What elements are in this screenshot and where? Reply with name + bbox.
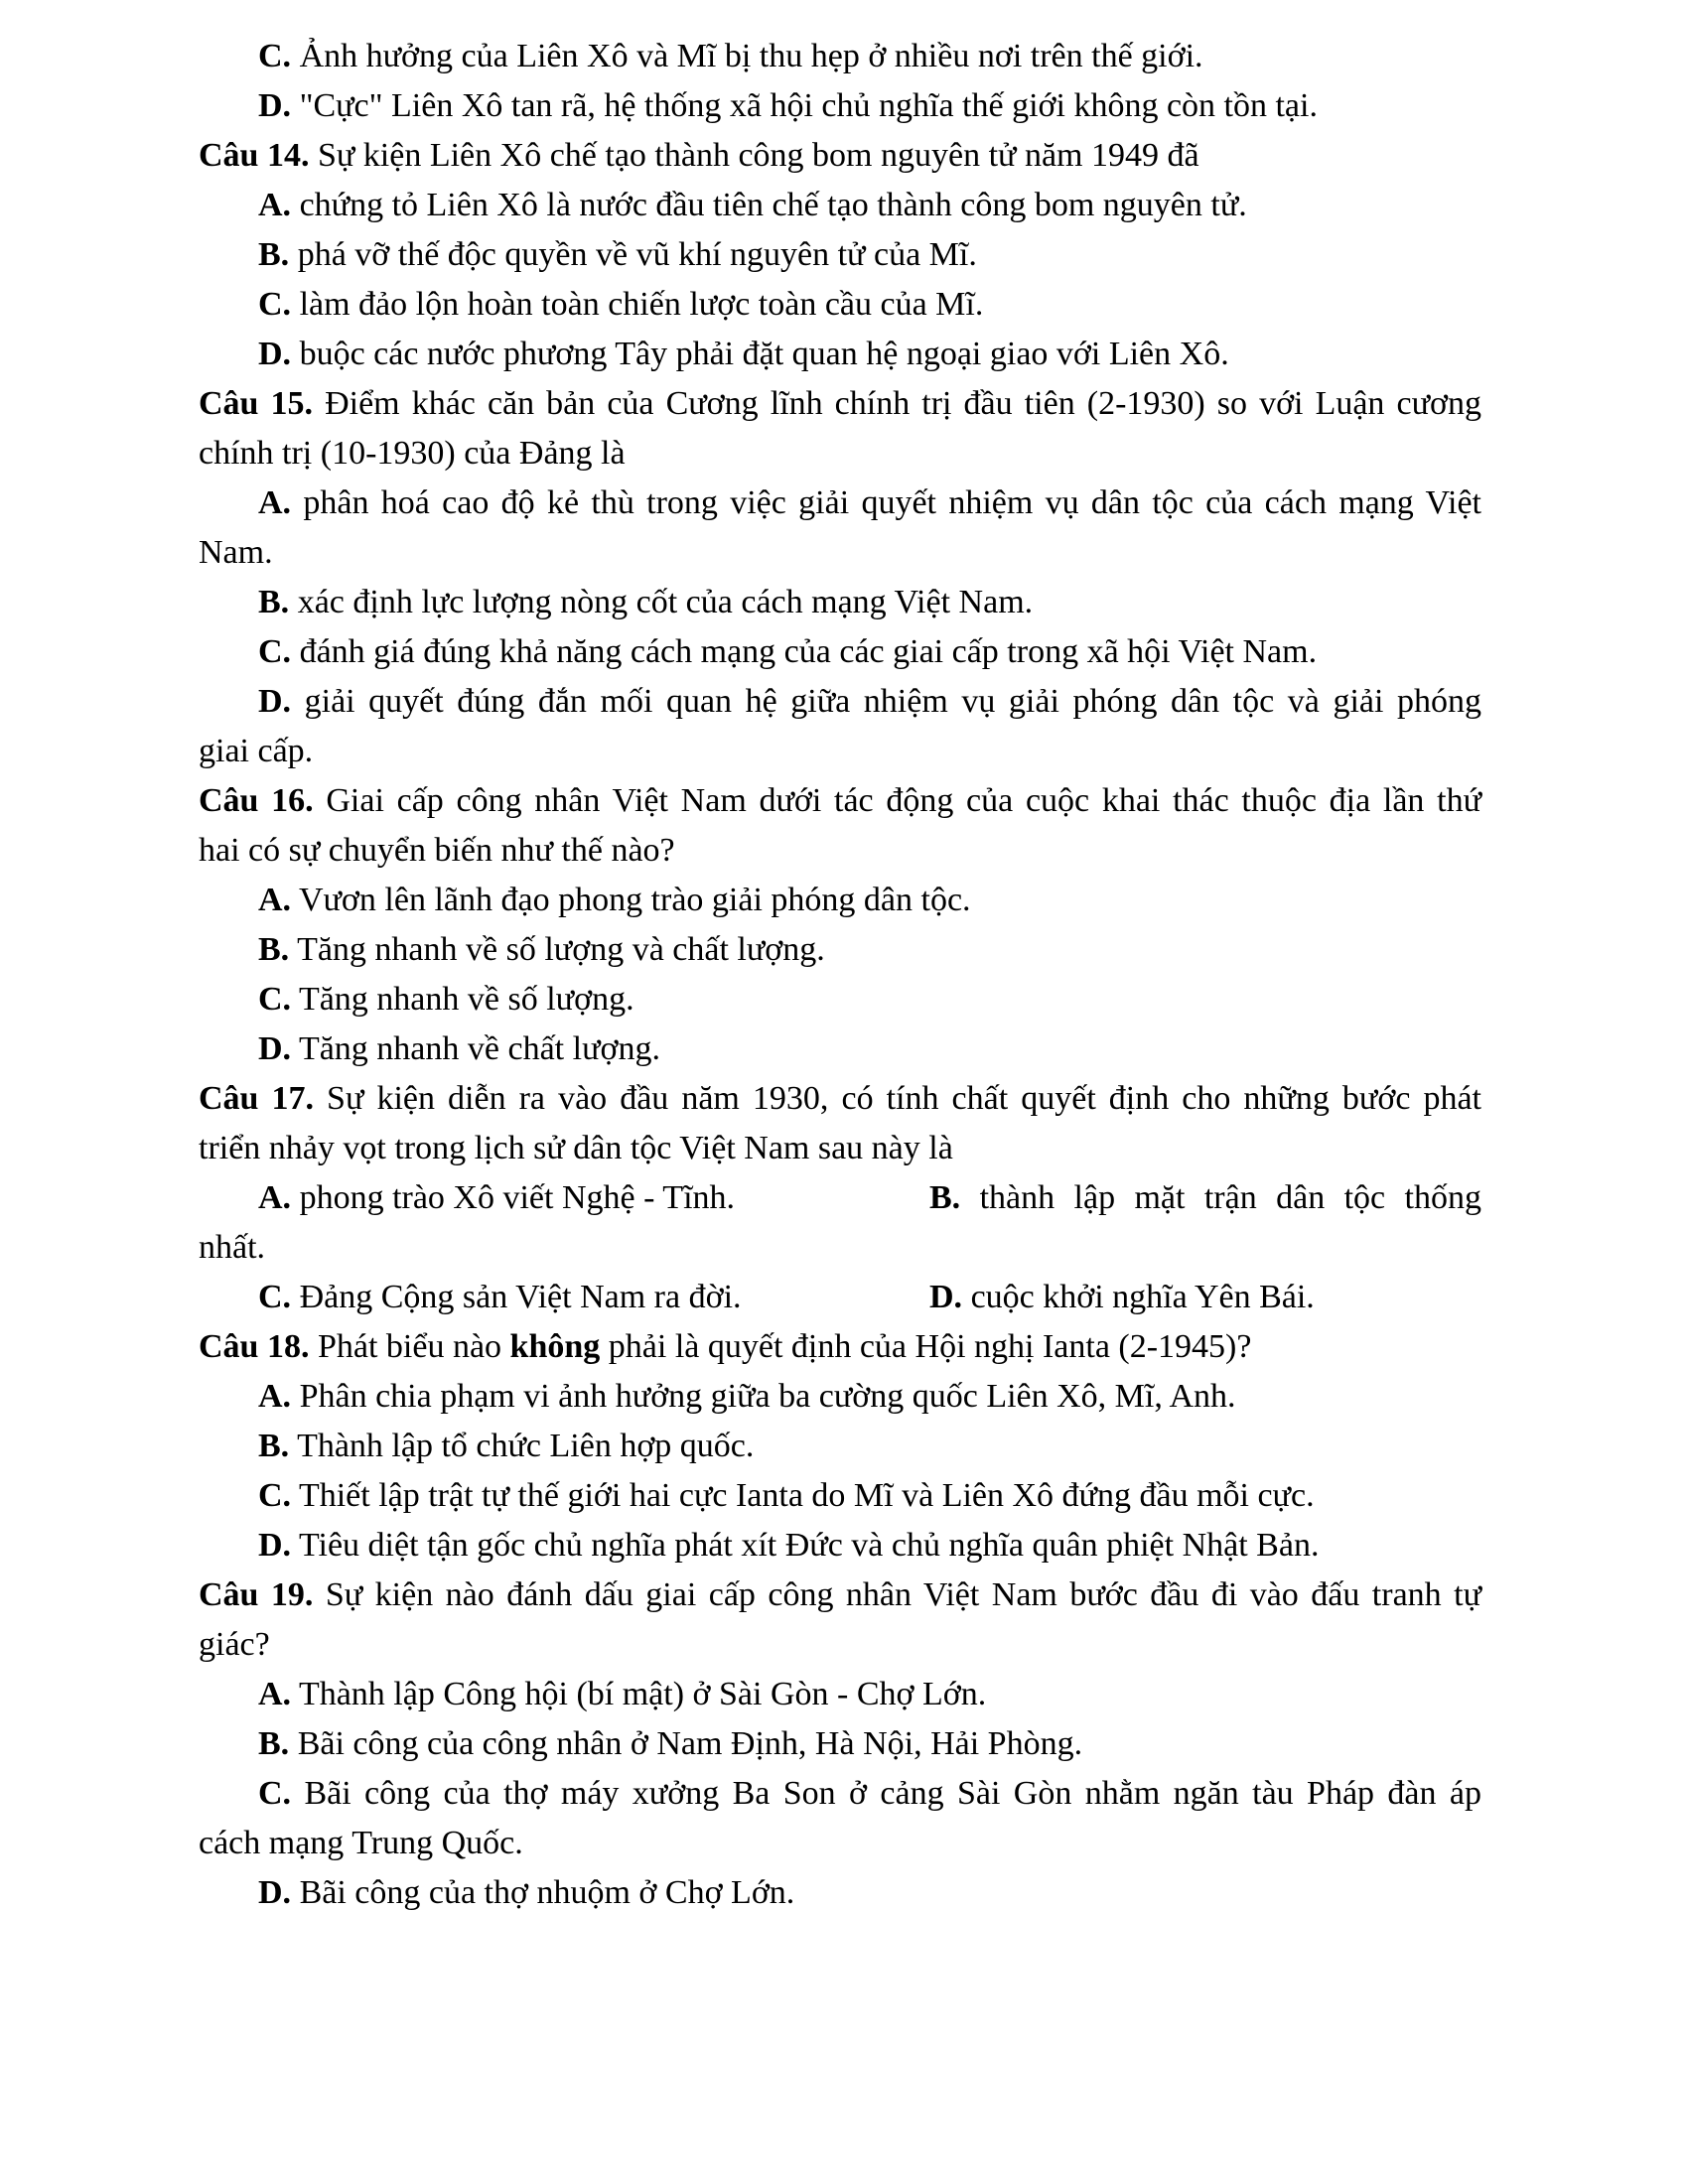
option-b: B. phá vỡ thế độc quyền về vũ khí nguyên tử của Mĩ. — [258, 236, 977, 273]
question-19-stem: Câu 19. Sự kiện nào đánh dấu giai cấp công nhân Việt Nam bước đầu đi vào đấu tranh tự — [199, 1576, 1481, 1613]
option-c: C. làm đảo lộn hoàn toàn chiến lược toàn cầu của Mĩ. — [258, 286, 984, 323]
option-d: D. Bãi công của thợ nhuộm ở Chợ Lớn. — [258, 1874, 795, 1911]
question-15-stem: Câu 15. Điểm khác căn bản của Cương lĩnh chính trị đầu tiên (2-1930) so với Luận cương — [199, 385, 1481, 422]
question-19-stem-cont: giác? — [199, 1626, 270, 1663]
option-a: A. phong trào Xô viết Nghệ - Tĩnh. — [258, 1179, 736, 1216]
option-d: D. giải quyết đúng đắn mối quan hệ giữa nhiệm vụ giải phóng dân tộc và giải phóng — [258, 683, 1481, 720]
option-c: C. Tăng nhanh về số lượng. — [258, 981, 634, 1018]
option-b: B. Tăng nhanh về số lượng và chất lượng. — [258, 931, 825, 968]
option-c: C. Ảnh hưởng của Liên Xô và Mĩ bị thu hẹp ở nhiều nơi trên thế giới. — [258, 38, 1203, 74]
option-d: D. Tiêu diệt tận gốc chủ nghĩa phát xít Đức và chủ nghĩa quân phiệt Nhật Bản. — [258, 1527, 1320, 1564]
question-17-stem-cont: triển nhảy vọt trong lịch sử dân tộc Việt Nam sau này là — [199, 1130, 953, 1166]
option-b: B. Bãi công của công nhân ở Nam Định, Hà Nội, Hải Phòng. — [258, 1725, 1083, 1762]
option-c: C. Đảng Cộng sản Việt Nam ra đời. — [258, 1279, 742, 1315]
option-a-cont: Nam. — [199, 534, 273, 571]
option-b-cont: nhất. — [199, 1229, 266, 1266]
options-row-cd — [199, 1273, 1481, 1322]
option-d: D. "Cực" Liên Xô tan rã, hệ thống xã hội chủ nghĩa thế giới không còn tồn tại. — [258, 87, 1318, 124]
options-row-ab — [199, 1173, 1481, 1223]
question-14-stem: Câu 14. Sự kiện Liên Xô chế tạo thành công bom nguyên tử năm 1949 đã — [199, 137, 1199, 174]
option-a: A. phân hoá cao độ kẻ thù trong việc giải quyết nhiệm vụ dân tộc của cách mạng Việt — [258, 484, 1481, 521]
option-a: A. chứng tỏ Liên Xô là nước đầu tiên chế tạo thành công bom nguyên tử. — [258, 187, 1247, 223]
option-d-cont: giai cấp. — [199, 733, 314, 769]
option-d: D. buộc các nước phương Tây phải đặt quan hệ ngoại giao với Liên Xô. — [258, 336, 1229, 372]
question-15-stem-cont: chính trị (10-1930) của Đảng là — [199, 435, 626, 472]
option-a: A. Phân chia phạm vi ảnh hưởng giữa ba cường quốc Liên Xô, Mĩ, Anh. — [258, 1378, 1236, 1415]
option-b: B. thành lập mặt trận dân tộc thống — [929, 1179, 1481, 1216]
option-b: B. Thành lập tổ chức Liên hợp quốc. — [258, 1428, 755, 1464]
question-18-stem: Câu 18. Phát biểu nào không phải là quyết định của Hội nghị Ianta (2-1945)? — [199, 1328, 1252, 1365]
option-c-cont: cách mạng Trung Quốc. — [199, 1825, 523, 1861]
option-d: D. Tăng nhanh về chất lượng. — [258, 1030, 660, 1067]
option-a: A. Thành lập Công hội (bí mật) ở Sài Gòn - Chợ Lớn. — [258, 1676, 987, 1712]
option-c: C. Bãi công của thợ máy xưởng Ba Son ở cảng Sài Gòn nhằm ngăn tàu Pháp đàn áp — [258, 1775, 1481, 1812]
option-b: B. xác định lực lượng nòng cốt của cách mạng Việt Nam. — [258, 584, 1034, 620]
option-c: C. đánh giá đúng khả năng cách mạng của các giai cấp trong xã hội Việt Nam. — [258, 633, 1318, 670]
option-a: A. Vươn lên lãnh đạo phong trào giải phóng dân tộc. — [258, 882, 971, 918]
option-d: D. cuộc khởi nghĩa Yên Bái. — [929, 1279, 1315, 1315]
question-16-stem: Câu 16. Giai cấp công nhân Việt Nam dưới tác động của cuộc khai thác thuộc địa lần thứ — [199, 782, 1481, 819]
option-c: C. Thiết lập trật tự thế giới hai cực Ianta do Mĩ và Liên Xô đứng đầu mỗi cực. — [258, 1477, 1315, 1514]
question-17-stem: Câu 17. Sự kiện diễn ra vào đầu năm 1930, có tính chất quyết định cho những bước phát — [199, 1080, 1481, 1117]
question-16-stem-cont: hai có sự chuyển biến như thế nào? — [199, 832, 675, 869]
question-list — [199, 32, 1481, 1918]
